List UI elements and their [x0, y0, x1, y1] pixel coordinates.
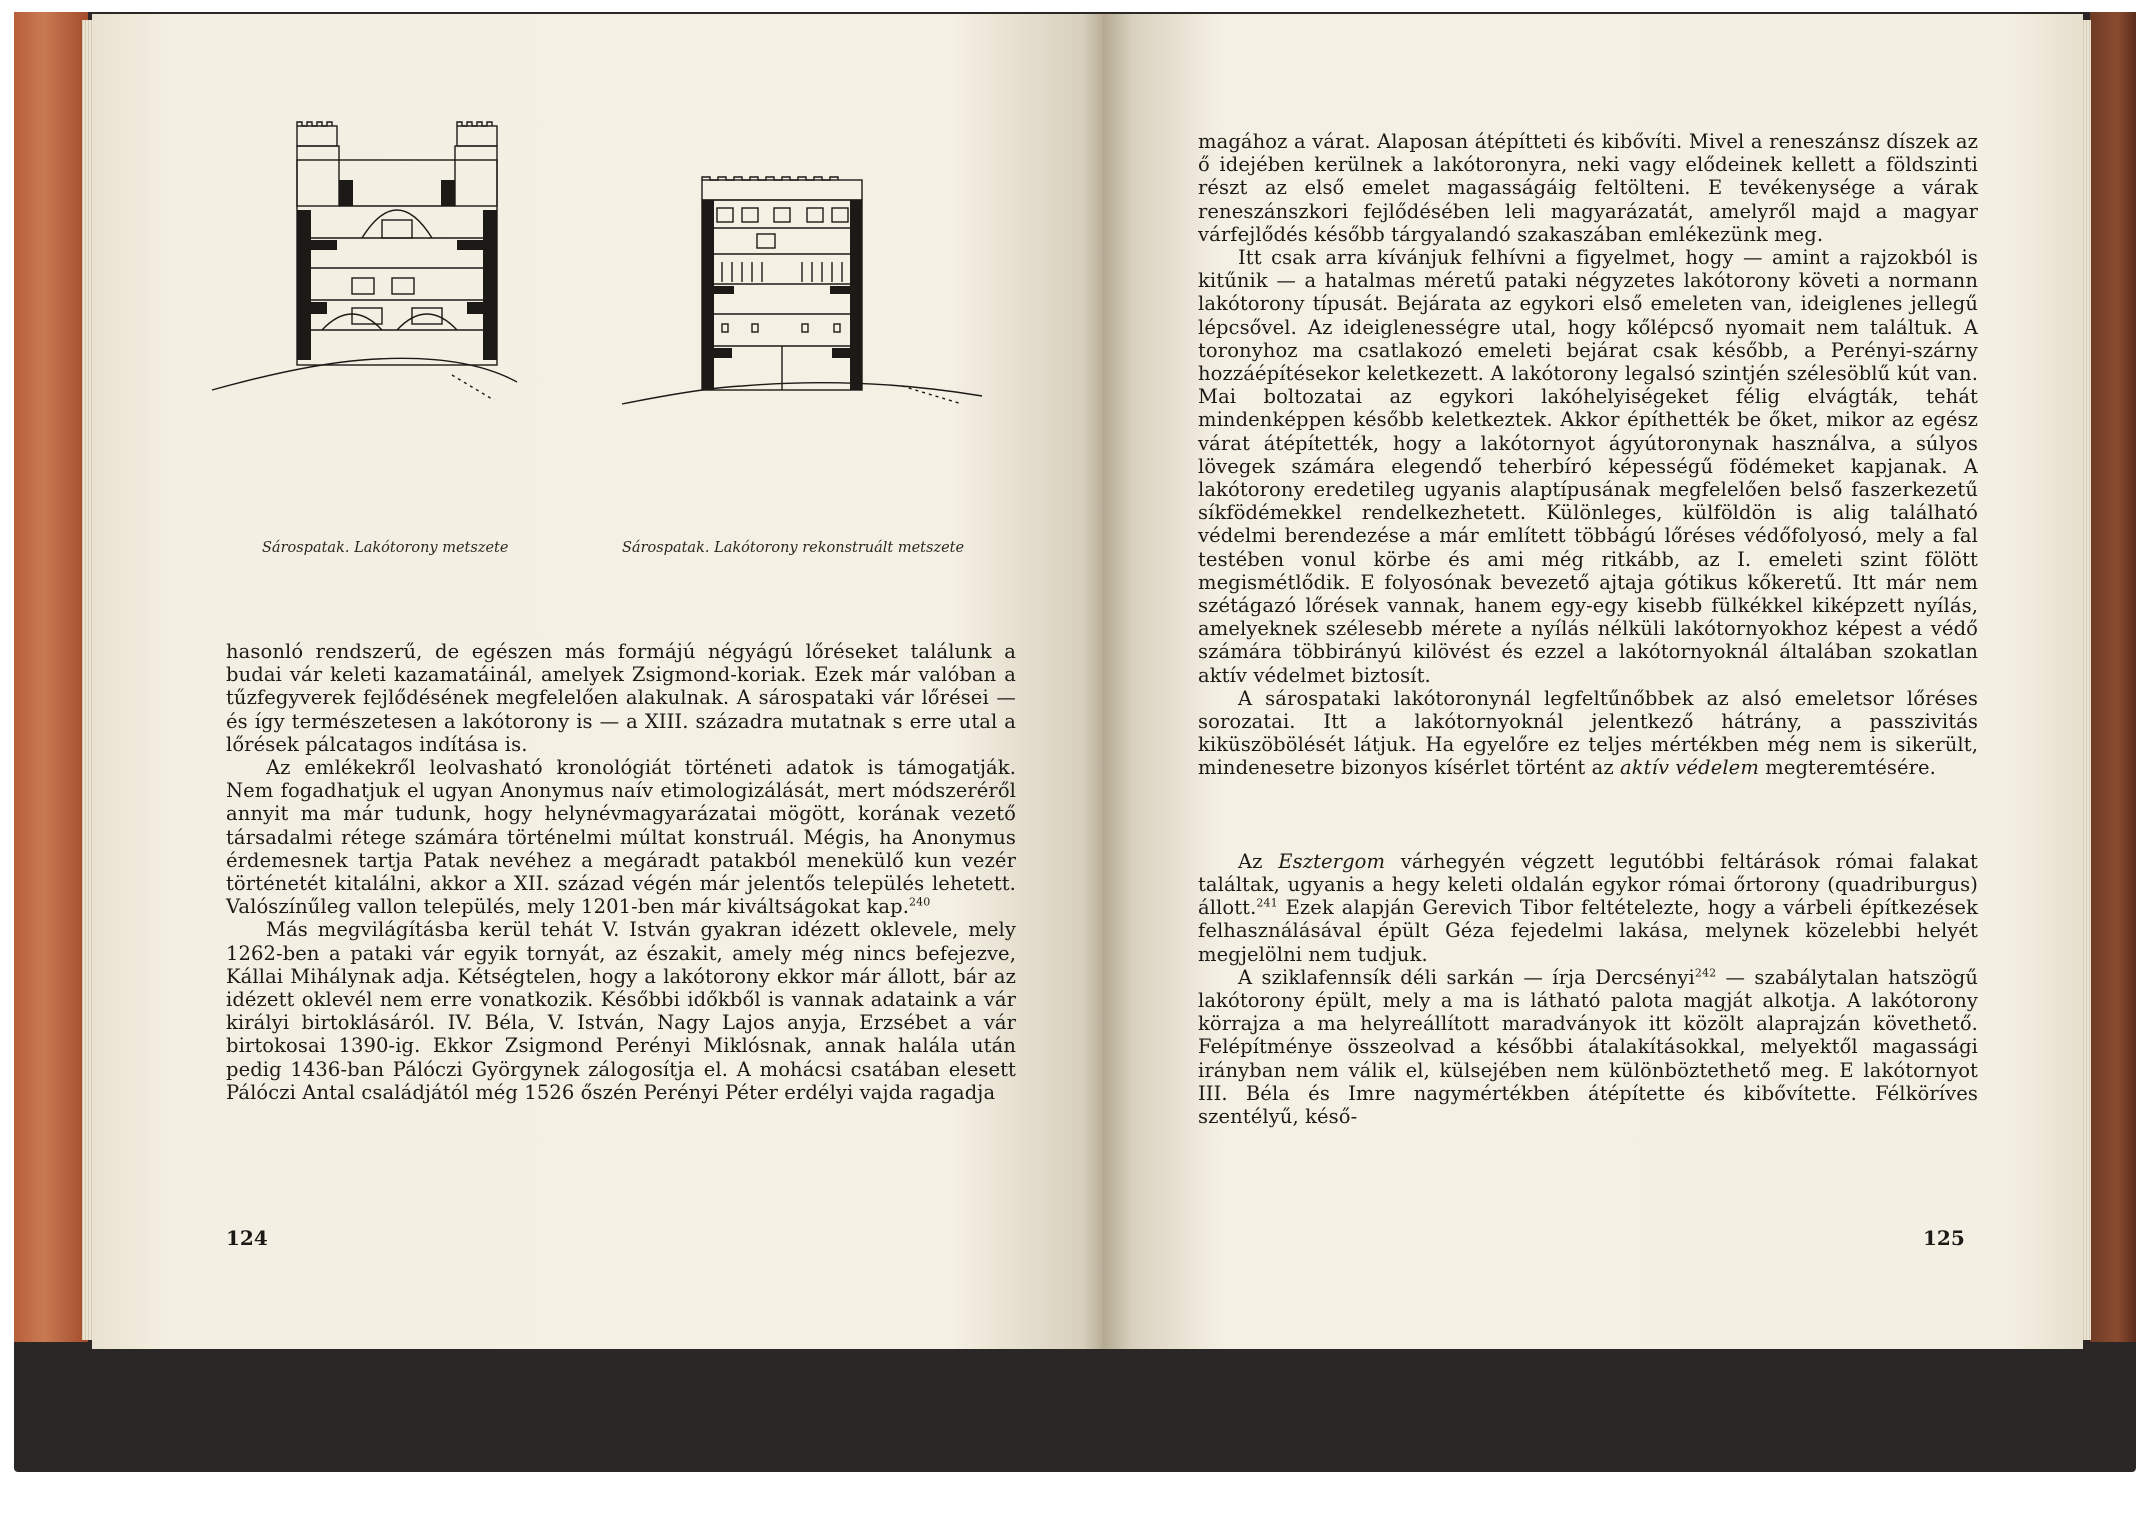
paragraph-text: Az [1238, 849, 1263, 873]
emphasis-aktiv-vedelem: aktív védelem [1620, 756, 1759, 780]
cover-edge-right [2090, 12, 2136, 1342]
tower-cross-section-drawing [202, 120, 522, 400]
cover-edge-left [14, 12, 88, 1342]
footnote-ref-241: 241 [1256, 896, 1278, 910]
paragraph: hasonló rendszerű, de egészen más formájú négyágú lőréseket találunk a budai vár keleti kazamatáinál, amelyek Zsigmond-koriak. Ezek már valóban a tűzfegyverek fejlődésének megfelelően alakulnak. A sárospataki vár lőrései — és így természetesen a lakótorony is — a XIII. századra mutatnak s erre utal a lőrések pálcatagos indítása is. [226, 640, 1016, 756]
paragraph [226, 756, 1016, 918]
footnote-ref-240: 240 [909, 895, 931, 909]
paragraph [1198, 966, 1978, 1128]
paragraph: Itt csak arra kívánjuk felhívni a figyelmet, hogy — amint a rajzokból is kitűnik — a hatalmas méretű pataki négyzetes lakótorony követi a normann lakótorony típusát. Bejárata az egykori első emeleten van, ideiglenes jellegű lépcsővel. Az ideiglenességre utal, hogy kőlépcső nyomait nem találtuk. A toronyhoz ma csatlakozó emeleti bejárat csak később, a Perényi-szárny hozzáépítésekor keletkezett. A lakótorony legalsó szintjén szélesöblű kút van. Mai boltozatai az egykori lakóhelyiségeket félig elvágták, tehát mindenképpen később keletkeztek. Akkor építhették be őket, mikor az egész várat átépítették, hogy a lakótornyot ágyútoronynak használva, a súlyos lövegek számára elegendő teherbíró képességű födémeket kapjanak. A lakótorony eredetileg ugyanis alaptípusának megfelelően belső faszerkezetű síkfödémekkel rendelkezhetett. Különleges, külföldön is alig található védelmi berendezése a már említett többágú lőréses védőfolyosó, mely a fal testében vonul körbe és ami még ritkább, az I. emeleti szint fölött megismétlődik. E folyosónak bevezető ajtaja gótikus kőkeretű. Itt már nem szétágazó lőrések vannak, hanem egy-egy kisebb fülkékkel kiképzett nyílás, amelyeknek szélesebb mérete a nyílás nélküli lakótornyokhoz képest a védő számára többirányú kilövést és ezzel a lakótornyoknál általában szokatlan aktív védelmet biztosít. [1198, 246, 1978, 687]
paragraph-text: — szabálytalan hatszögű lakótorony épült, mely a ma is látható palota magját alkotja. A lakótorony körrajza a ma helyreállított maradványok itt közölt alaprajzán követhető. Felépítménye összeolvad a későbbi átalakításokkal, melyektől magassági irányban nem válik el, külsejében nem különböztethető meg. E lakótornyot III. Béla és Imre nagymértékben átépítette és kibővítette. Félköríves szentélyű, késő- [1198, 965, 1978, 1128]
footnote-ref-242: 242 [1694, 966, 1717, 980]
right-page [1103, 14, 2083, 1349]
page-edges-left [82, 20, 92, 1340]
page-number-right: 125 [1923, 1226, 1965, 1250]
figure-caption-2: Sárospatak. Lakótorony rekonstruált metszete [622, 540, 965, 556]
paragraph: Más megvilágításba kerül tehát V. István gyakran idézett oklevele, mely 1262-ben a pataki vár egyik tornyát, az északit, amely még nincs befejezve, Kállai Mihálynak adja. Kétségtelen, hogy a lakótorony ekkor már állott, bár az idézett oklevél nem erre vonatkozik. Későbbi időkből is vannak adataink a vár királyi birtoklásáról. IV. Béla, V. István, Nagy Lajos anyja, Erzsébet a vár birtokosai 1390-ig. Ekkor Zsigmond Perényi Miklósnak, annak halála után pedig 1436-ban Pálóczi Györgynek zálogosítja el. A mohácsi csatában elesett Pálóczi Antal családjától még 1526 őszén Perényi Péter erdélyi vajda ragadja [226, 918, 1016, 1104]
left-page [92, 14, 1103, 1349]
page-number-left: 124 [226, 1226, 268, 1250]
paragraph-text: A sziklafennsík déli sarkán — írja Dercsényi [1238, 965, 1695, 989]
paragraph-text: Ezek alapján Gerevich Tibor feltételezte, hogy a várbeli építkezések felhasználásával épült Géza fejedelmi lakása, melynek közelebbi helyét megjelölni nem tudjuk. [1198, 896, 1978, 966]
paragraph [1198, 687, 1978, 780]
page-edges-right [2083, 20, 2091, 1340]
tower-reconstructed-section-drawing [602, 176, 1022, 406]
emphasis-esztergom: Esztergom [1278, 849, 1386, 873]
right-page-body [1198, 130, 1978, 1128]
left-page-body [226, 640, 1016, 1104]
paragraph-text: Az emlékekről leolvasható kronológiát történeti adatok is támogatják. Nem fogadhatjuk el ugyan Anonymus naív etimologizálását, mert módszeréről annyit ma már tudunk, hogy helynévmagyarázatai mögött, korának vezető társadalmi rétege számára történelmi múltat konstruál. Mégis, ha Anonymus érdemesnek tartja Patak nevéhez a megáradt patakból menekülő kun vezér történetét kitalálni, akkor a XII. század végén már jelentős település lehetett. Valószínűleg vallon település, mely 1201-ben már kiváltságokat kap. [226, 756, 1016, 919]
paragraph: magához a várat. Alaposan átépítteti és kibővíti. Mivel a reneszánsz díszek az ő idejében kerülnek a lakótoronyra, neki vagy elődeinek kellett a földszinti részt az első emelet magasságáig feltölteni. E tevékenysége a várak reneszánszkori fejlődésében leli magyarázatát, amelyről majd a magyar várfejlődés később tárgyalandó szakaszában emlékezünk meg. [1198, 130, 1978, 246]
figure-caption-1: Sárospatak. Lakótorony metszete [262, 540, 509, 556]
paragraph-text: várhegyén végzett legutóbbi feltárások római falakat találtak, ugyanis a hegy keleti oldalán egykor római őrtorony (quadriburgus) állott. [1198, 849, 1978, 920]
paragraph-text: A sárospataki lakótoronynál legfeltűnőbbek az alsó emeletsor lőréses sorozatai. Itt a lakótornyoknál jelentkező hátrány, a passzivitás kiküszöbölését látjuk. Ha egyelőre ez teljes mértékben még nem is sikerült, mindenesetre bizonyos kísérlet történt az [1198, 686, 1978, 780]
paragraph [1198, 850, 1978, 966]
paragraph-text: megteremtésére. [1765, 756, 1936, 780]
